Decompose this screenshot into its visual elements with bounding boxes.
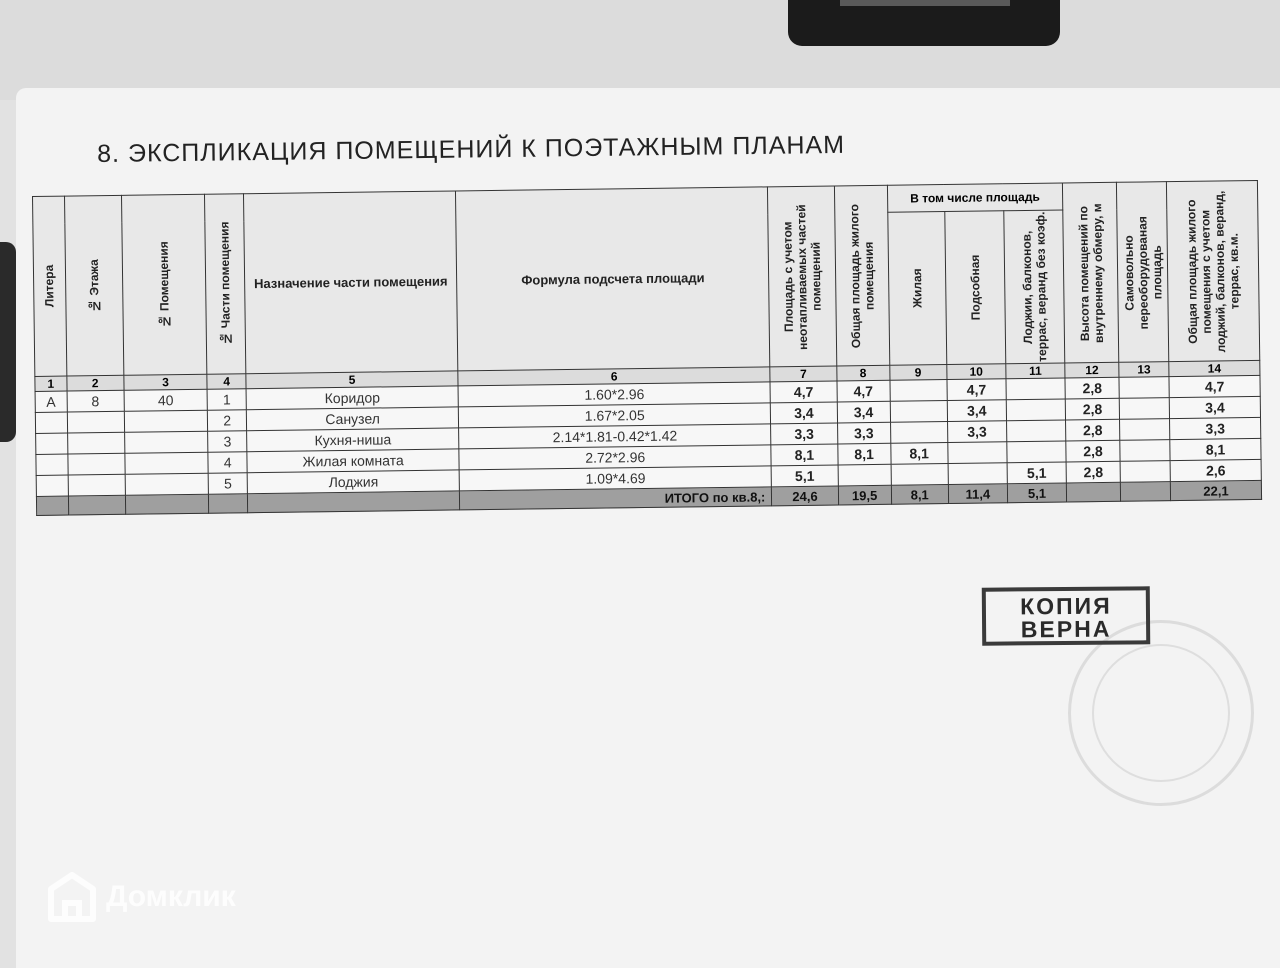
table-cell-litera bbox=[36, 475, 68, 496]
table-cell-part: 3 bbox=[208, 431, 247, 453]
table-cell-c12: 2,8 bbox=[1066, 419, 1120, 441]
col-number: 10 bbox=[947, 364, 1006, 380]
header-total-with: Общая площадь жилого помещения с учетом лоджий, балконов, веранд, террас, кв.м. bbox=[1167, 180, 1260, 361]
table-cell-c10: 3,3 bbox=[947, 421, 1006, 443]
table-cell-c11 bbox=[1006, 378, 1065, 400]
table-cell-part: 4 bbox=[208, 452, 247, 474]
table-cell-c9 bbox=[890, 422, 947, 444]
table-cell-c7: 4,7 bbox=[770, 381, 837, 403]
total-cell: 8,1 bbox=[891, 485, 948, 505]
table-cell-part: 1 bbox=[207, 389, 246, 411]
table-cell-c8: 3,3 bbox=[837, 422, 890, 444]
table-cell-purpose: Жилая комната bbox=[247, 449, 459, 473]
table-cell-room bbox=[125, 473, 209, 495]
table-cell-litera bbox=[36, 454, 68, 475]
table-cell-c13 bbox=[1119, 398, 1169, 420]
table-cell-litera: А bbox=[35, 391, 67, 412]
col-number: 14 bbox=[1169, 360, 1260, 376]
table-cell-floor: 8 bbox=[67, 390, 124, 412]
header-height: Высота помещений по внутреннему обмеру, м bbox=[1063, 182, 1119, 363]
device-highlight bbox=[840, 0, 1010, 6]
left-dark-object bbox=[0, 242, 16, 442]
total-cell: 22,1 bbox=[1170, 480, 1261, 500]
table-cell-c14: 2,6 bbox=[1170, 459, 1261, 481]
table-cell-c11 bbox=[1007, 441, 1066, 463]
header-part: № Части помещения bbox=[205, 194, 246, 374]
header-area-unheated: Площадь с учетом неотапливаемых частей помещений bbox=[768, 186, 837, 367]
table-cell-c7: 5,1 bbox=[771, 465, 838, 487]
header-floor: № Этажа bbox=[64, 195, 123, 376]
table-cell-c8: 3,4 bbox=[837, 401, 890, 423]
total-cell bbox=[1120, 482, 1170, 502]
table-cell-litera bbox=[35, 412, 67, 433]
table-cell-c11: 5,1 bbox=[1007, 462, 1066, 484]
table-cell-room: 40 bbox=[124, 389, 208, 411]
header-area-total-living: Общая площадь жилого помещения bbox=[834, 185, 889, 366]
explication-table bbox=[32, 180, 1262, 522]
table-cell-floor bbox=[67, 453, 124, 475]
total-cell bbox=[1066, 482, 1120, 502]
col-number: 4 bbox=[207, 374, 246, 390]
header-including: В том числе площадь bbox=[887, 183, 1063, 212]
watermark-brand: Домклик bbox=[106, 880, 236, 913]
header-living: Жилая bbox=[887, 212, 946, 366]
table-cell-c10: 3,4 bbox=[947, 400, 1006, 422]
col-number: 9 bbox=[889, 365, 946, 381]
col-number: 2 bbox=[66, 375, 123, 391]
col-number: 7 bbox=[770, 366, 836, 382]
col-number: 12 bbox=[1065, 362, 1119, 378]
table-cell-c8 bbox=[838, 464, 891, 486]
table-cell-floor bbox=[68, 474, 125, 496]
table-cell-formula: 2.72*2.96 bbox=[459, 445, 771, 470]
house-icon bbox=[48, 872, 96, 922]
table-cell-c14: 4,7 bbox=[1169, 375, 1260, 397]
background-surface bbox=[0, 0, 1280, 100]
col-number: 3 bbox=[124, 374, 208, 390]
col-number: 11 bbox=[1006, 363, 1065, 379]
table-cell-c11 bbox=[1006, 399, 1065, 421]
table-cell-c7: 3,3 bbox=[771, 423, 838, 445]
table-cell-purpose: Санузел bbox=[246, 407, 458, 431]
table-cell-litera bbox=[36, 433, 68, 454]
table-cell-room bbox=[124, 431, 208, 453]
table-cell-c9 bbox=[891, 464, 948, 486]
table-cell-part: 5 bbox=[208, 473, 247, 495]
table-cell-c13 bbox=[1120, 461, 1170, 483]
table-cell-c9 bbox=[890, 380, 947, 402]
table-cell-c8: 4,7 bbox=[837, 380, 890, 402]
dark-device-object bbox=[788, 0, 1060, 46]
table-cell-c12: 2,8 bbox=[1066, 440, 1120, 462]
table-cell-c11 bbox=[1006, 420, 1065, 442]
header-unauthorized: Самовольно переоборудованая площадь bbox=[1117, 182, 1169, 363]
table-cell-c13 bbox=[1120, 419, 1170, 441]
table-cell-purpose: Кухня-ниша bbox=[247, 428, 459, 452]
table-cell-part: 2 bbox=[208, 410, 247, 432]
table-cell-formula: 1.60*2.96 bbox=[458, 382, 770, 407]
header-formula: Формула подсчета площади bbox=[456, 187, 770, 371]
total-cell: 19,5 bbox=[838, 485, 891, 505]
table-cell-formula: 1.67*2.05 bbox=[459, 403, 771, 428]
table-cell-room bbox=[124, 410, 208, 432]
table-cell-c9 bbox=[890, 401, 947, 423]
table-cell-c10 bbox=[948, 442, 1007, 464]
table-cell-formula: 1.09*4.69 bbox=[459, 466, 771, 491]
table-cell-c14: 3,3 bbox=[1170, 417, 1261, 439]
table-cell-c10 bbox=[948, 463, 1007, 485]
table-cell-c13 bbox=[1119, 377, 1169, 399]
title-text: ЭКСПЛИКАЦИЯ ПОМЕЩЕНИЙ К ПОЭТАЖНЫМ ПЛАНАМ bbox=[127, 130, 846, 168]
table-cell-c14: 3,4 bbox=[1169, 396, 1260, 418]
col-number: 1 bbox=[35, 376, 67, 391]
col-number: 8 bbox=[836, 365, 889, 381]
table-cell-c12: 2,8 bbox=[1065, 377, 1119, 399]
table-cell-room bbox=[125, 452, 209, 474]
header-room: № Помещения bbox=[121, 194, 207, 375]
title-number: 8. bbox=[97, 139, 121, 168]
header-purpose: Назначение части помещения bbox=[244, 191, 458, 374]
table-cell-c12: 2,8 bbox=[1065, 398, 1119, 420]
copy-certified-stamp bbox=[982, 586, 1150, 645]
table-cell-c9: 8,1 bbox=[890, 443, 947, 465]
header-litera: Литера bbox=[33, 196, 67, 376]
table-cell-c12: 2,8 bbox=[1066, 461, 1120, 483]
table-cell-c13 bbox=[1120, 440, 1170, 462]
total-cell: 24,6 bbox=[772, 486, 839, 506]
table-cell-purpose: Лоджия bbox=[247, 470, 459, 494]
table-cell-formula: 2.14*1.81-0.42*1.42 bbox=[459, 424, 771, 449]
col-number: 6 bbox=[458, 367, 770, 386]
table-cell-floor bbox=[67, 432, 124, 454]
table-cell-c14: 8,1 bbox=[1170, 438, 1261, 460]
total-label: ИТОГО по кв.8,: bbox=[460, 487, 772, 510]
total-cell: 5,1 bbox=[1007, 483, 1066, 503]
header-loggia: Лоджии, балконов, террас, веранд без коэф. bbox=[1004, 210, 1065, 364]
table-cell-floor bbox=[67, 411, 124, 433]
col-number: 13 bbox=[1119, 362, 1169, 378]
stamp-line-1: КОПИЯ bbox=[1020, 592, 1112, 620]
header-auxiliary: Подсобная bbox=[945, 211, 1006, 365]
total-cell: 11,4 bbox=[948, 484, 1007, 504]
table-cell-purpose: Коридор bbox=[246, 386, 458, 410]
table-cell-c10: 4,7 bbox=[947, 379, 1006, 401]
table-cell-c8: 8,1 bbox=[837, 443, 890, 465]
round-seal-inner bbox=[1092, 644, 1230, 782]
watermark bbox=[48, 872, 236, 922]
table-cell-c7: 3,4 bbox=[771, 402, 838, 424]
table-cell-c7: 8,1 bbox=[771, 444, 838, 466]
stamp-line-2: ВЕРНА bbox=[1020, 615, 1112, 643]
col-number: 5 bbox=[246, 371, 458, 389]
